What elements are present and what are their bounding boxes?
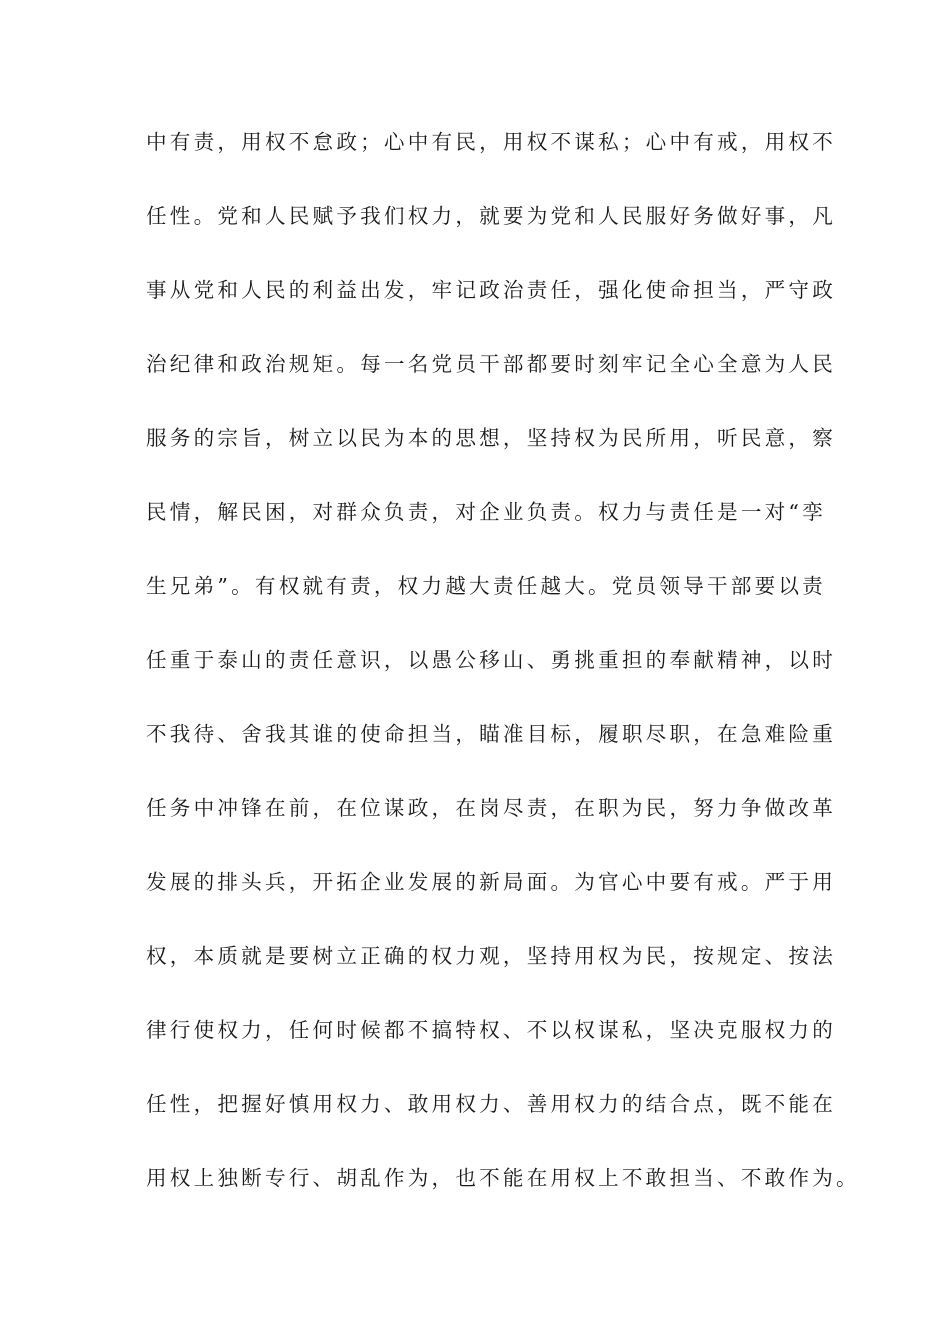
text-line-7: 生兄弟”。有权就有责，权力越大责任越大。党员领导干部要以责	[146, 574, 826, 598]
text-line-10: 任务中冲锋在前，在位谋政，在岗尽责，在职为民，努力争做改革	[146, 796, 837, 820]
text-line-11: 发展的排头兵，开拓企业发展的新局面。为官心中要有戒。严于用	[146, 870, 837, 894]
text-line-5: 服务的宗旨，树立以民为本的思想，坚持权为民所用，听民意，察	[146, 426, 837, 450]
text-line-4: 治纪律和政治规矩。每一名党员干部都要时刻牢记全心全意为人民	[146, 352, 837, 376]
text-line-13: 律行使权力，任何时候都不搞特权、不以权谋私，坚决克服权力的	[146, 1018, 837, 1042]
text-line-6: 民情，解民困，对群众负责，对企业负责。权力与责任是一对“孪	[146, 500, 826, 524]
text-line-3: 事从党和人民的利益出发，牢记政治责任，强化使命担当，严守政	[146, 278, 837, 302]
text-line-9: 不我待、舍我其谁的使命担当，瞄准目标，履职尽职，在急难险重	[146, 722, 837, 746]
text-line-14: 任性，把握好慎用权力、敢用权力、善用权力的结合点，既不能在	[146, 1092, 837, 1116]
text-line-12: 权，本质就是要树立正确的权力观，坚持用权为民，按规定、按法	[146, 944, 837, 968]
text-line-8: 任重于泰山的责任意识，以愚公移山、勇挑重担的奉献精神，以时	[146, 648, 837, 672]
text-line-2: 任性。党和人民赋予我们权力，就要为党和人民服好务做好事，凡	[146, 204, 837, 228]
text-line-1: 中有责，用权不怠政；心中有民，用权不谋私；心中有戒，用权不	[146, 130, 837, 154]
body-text	[146, 130, 860, 1240]
text-line-15: 用权上独断专行、胡乱作为，也不能在用权上不敢担当、不敢作为。	[146, 1166, 860, 1190]
